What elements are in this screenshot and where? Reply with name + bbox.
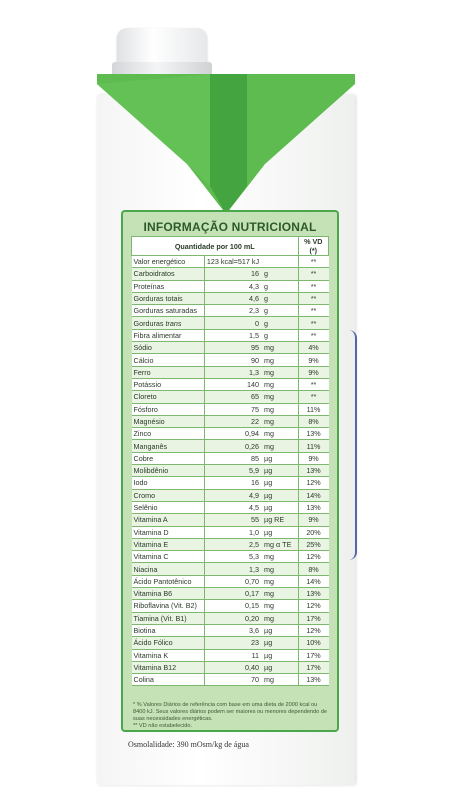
nutrient-dv: 11% [298, 403, 328, 415]
nutrient-dv: 17% [298, 612, 328, 624]
nutrient-dv: ** [298, 329, 328, 341]
nutrient-unit: µg [262, 649, 298, 661]
nutrient-name: Cálcio [132, 354, 205, 366]
nutrient-dv: 14% [298, 489, 328, 501]
table-row [132, 526, 329, 538]
nutrient-amount: 0,70 [204, 575, 262, 587]
nutrient-name: Gorduras saturadas [132, 305, 205, 317]
nutrient-amount: 5,3 [204, 551, 262, 563]
nutrient-amount: 90 [204, 354, 262, 366]
table-row [132, 563, 329, 575]
nutrient-amount: 75 [204, 403, 262, 415]
nutrient-unit: mg [262, 391, 298, 403]
nutrient-name: Valor energético [132, 256, 205, 268]
nutrient-amount: 4,9 [204, 489, 262, 501]
nutrient-name: Cromo [132, 489, 205, 501]
nutrient-name: Vitamina C [132, 551, 205, 563]
nutrient-name: Vitamina B6 [132, 588, 205, 600]
footnote-not-established: ** VD não estabelecido. [133, 723, 193, 729]
nutrient-amount: 1,3 [204, 563, 262, 575]
nutrient-amount: 0 [204, 317, 262, 329]
nutrient-name: Sódio [132, 342, 205, 354]
nutrient-amount: 1,3 [204, 366, 262, 378]
table-row [132, 637, 329, 649]
nutrient-amount: 0,15 [204, 600, 262, 612]
nutrient-dv: 8% [298, 415, 328, 427]
nutrient-amount: 0,17 [204, 588, 262, 600]
table-row [132, 588, 329, 600]
nutrient-name: Vitamina A [132, 514, 205, 526]
nutrient-unit: mg [262, 428, 298, 440]
nutrient-name: Cobre [132, 452, 205, 464]
nutrient-amount: 0,20 [204, 612, 262, 624]
nutrient-amount: 0,40 [204, 661, 262, 673]
nutrient-dv: 9% [298, 514, 328, 526]
nutrient-unit: mg [262, 600, 298, 612]
nutrition-title: INFORMAÇÃO NUTRICIONAL [143, 220, 317, 234]
table-row [132, 342, 329, 354]
table-row [132, 378, 329, 390]
nutrient-dv: 9% [298, 354, 328, 366]
table-row [132, 256, 329, 268]
table-row [132, 452, 329, 464]
footnote-dv: * % Valores Diários de referência com base em uma dieta de 2000 kcal ou 8400 kJ. Seus valores diários podem ser maiores ou menores dependendo de suas necessidades energéticas. [133, 702, 328, 722]
nutrient-amount: 16 [204, 268, 262, 280]
nutrient-name: Manganês [132, 440, 205, 452]
nutrient-unit: µg RE [262, 514, 298, 526]
nutrient-amount: 3,6 [204, 624, 262, 636]
table-row [132, 600, 329, 612]
nutrient-unit: mg [262, 403, 298, 415]
nutrient-name: Fósforo [132, 403, 205, 415]
nutrient-unit: µg [262, 526, 298, 538]
nutrient-unit [262, 256, 298, 268]
nutrient-amount: 16 [204, 477, 262, 489]
nutrient-unit: mg [262, 440, 298, 452]
nutrient-amount: 22 [204, 415, 262, 427]
nutrient-name: Carboidratos [132, 268, 205, 280]
nutrient-name: Zinco [132, 428, 205, 440]
nutrient-amount: 4,5 [204, 501, 262, 513]
nutrient-dv: 8% [298, 563, 328, 575]
nutrient-unit: mg [262, 354, 298, 366]
nutrient-unit: g [262, 280, 298, 292]
table-row [132, 415, 329, 427]
nutrient-dv: 9% [298, 366, 328, 378]
nutrient-amount: 0,26 [204, 440, 262, 452]
nutrient-unit: mg [262, 366, 298, 378]
nutrient-unit: µg [262, 637, 298, 649]
nutrient-name: Magnésio [132, 415, 205, 427]
nutrient-name: Vitamina B12 [132, 661, 205, 673]
nutrient-unit: g [262, 305, 298, 317]
nutrient-unit: g [262, 268, 298, 280]
nutrient-amount: 1,0 [204, 526, 262, 538]
nutrient-amount: 4,3 [204, 280, 262, 292]
nutrient-dv: ** [298, 378, 328, 390]
table-row [132, 674, 329, 686]
nutrient-dv: 25% [298, 538, 328, 550]
nutrient-unit: g [262, 292, 298, 304]
nutrient-name: Molibdênio [132, 465, 205, 477]
nutrient-name: Gorduras trans [132, 317, 205, 329]
nutrient-unit: mg [262, 551, 298, 563]
table-row [132, 428, 329, 440]
nutrient-unit: µg [262, 452, 298, 464]
nutrient-unit: µg [262, 465, 298, 477]
nutrient-dv: 17% [298, 661, 328, 673]
table-row [132, 366, 329, 378]
table-row [132, 477, 329, 489]
table-row [132, 538, 329, 550]
nutrient-dv: ** [298, 292, 328, 304]
blue-swoosh-decoration [349, 330, 357, 560]
nutrient-dv: ** [298, 305, 328, 317]
nutrient-amount: 0,94 [204, 428, 262, 440]
table-row [132, 391, 329, 403]
nutrient-dv: 20% [298, 526, 328, 538]
quantity-header: Quantidade por 100 mL [132, 237, 299, 256]
nutrient-name: Niacina [132, 563, 205, 575]
nutrient-dv: 11% [298, 440, 328, 452]
nutrient-dv: ** [298, 391, 328, 403]
nutrient-amount: 85 [204, 452, 262, 464]
nutrient-unit: mg [262, 612, 298, 624]
nutrient-name: Iodo [132, 477, 205, 489]
nutrient-amount: 4,6 [204, 292, 262, 304]
nutrient-amount: 65 [204, 391, 262, 403]
nutrient-unit: mg [262, 575, 298, 587]
nutrient-dv: 10% [298, 637, 328, 649]
table-row [132, 403, 329, 415]
nutrient-name: Vitamina E [132, 538, 205, 550]
nutrient-dv: 13% [298, 465, 328, 477]
table-row [132, 551, 329, 563]
table-row [132, 440, 329, 452]
nutrient-dv: ** [298, 256, 328, 268]
nutrient-amount: 140 [204, 378, 262, 390]
nutrient-amount: 123 kcal=517 kJ [204, 256, 262, 268]
dv-header: % VD (*) [298, 237, 328, 256]
nutrient-unit: µg [262, 477, 298, 489]
nutrient-unit: mg [262, 588, 298, 600]
green-gable-overlay [97, 74, 355, 214]
table-row [132, 514, 329, 526]
nutrient-dv: 13% [298, 674, 328, 686]
nutrient-dv: ** [298, 280, 328, 292]
nutrient-unit: mg [262, 342, 298, 354]
nutrient-name: Riboflavina (Vit. B2) [132, 600, 205, 612]
table-row [132, 649, 329, 661]
nutrient-dv: 13% [298, 588, 328, 600]
nutrient-amount: 55 [204, 514, 262, 526]
nutrient-name: Tiamina (Vit. B1) [132, 612, 205, 624]
nutrient-name: Potássio [132, 378, 205, 390]
nutrient-amount: 23 [204, 637, 262, 649]
nutrient-dv: 12% [298, 477, 328, 489]
nutrient-dv: 13% [298, 501, 328, 513]
nutrient-unit: µg [262, 624, 298, 636]
nutrition-panel [121, 210, 339, 732]
table-row [132, 268, 329, 280]
nutrient-name: Ferro [132, 366, 205, 378]
nutrient-amount: 1,5 [204, 329, 262, 341]
nutrient-name: Ácido Fólico [132, 637, 205, 649]
nutrient-name: Gorduras totais [132, 292, 205, 304]
table-row [132, 489, 329, 501]
nutrient-amount: 2,3 [204, 305, 262, 317]
nutrient-amount: 5,9 [204, 465, 262, 477]
nutrient-name: Fibra alimentar [132, 329, 205, 341]
nutrient-dv: 12% [298, 624, 328, 636]
nutrient-unit: g [262, 317, 298, 329]
nutrient-name: Vitamina D [132, 526, 205, 538]
nutrient-name: Colina [132, 674, 205, 686]
nutrient-dv: ** [298, 268, 328, 280]
nutrient-dv: 13% [298, 428, 328, 440]
nutrient-unit: mg [262, 563, 298, 575]
table-row [132, 280, 329, 292]
nutrient-name: Selênio [132, 501, 205, 513]
nutrient-amount: 11 [204, 649, 262, 661]
nutrient-unit: g [262, 329, 298, 341]
nutrient-dv: 12% [298, 600, 328, 612]
table-row [132, 329, 329, 341]
nutrient-name: Biotina [132, 624, 205, 636]
table-header-row [132, 237, 329, 256]
nutrient-unit: mg [262, 378, 298, 390]
table-row [132, 317, 329, 329]
table-row [132, 354, 329, 366]
nutrient-name: Cloreto [132, 391, 205, 403]
nutrient-unit: mg [262, 674, 298, 686]
nutrition-table [131, 236, 329, 686]
footnotes [133, 702, 329, 730]
nutrient-name: Proteínas [132, 280, 205, 292]
nutrient-unit: µg [262, 661, 298, 673]
nutrient-dv: 12% [298, 551, 328, 563]
nutrient-dv: 4% [298, 342, 328, 354]
nutrient-unit: mg α TE [262, 538, 298, 550]
table-row [132, 501, 329, 513]
nutrient-amount: 70 [204, 674, 262, 686]
nutrient-amount: 2,5 [204, 538, 262, 550]
table-row [132, 624, 329, 636]
nutrient-dv: 9% [298, 452, 328, 464]
table-row [132, 465, 329, 477]
nutrient-unit: µg [262, 489, 298, 501]
table-row [132, 612, 329, 624]
nutrient-name: Ácido Pantotênico [132, 575, 205, 587]
nutrient-name: Vitamina K [132, 649, 205, 661]
nutrient-unit: µg [262, 501, 298, 513]
table-row [132, 305, 329, 317]
nutrient-dv: ** [298, 317, 328, 329]
osmolality-note: Osmolalidade: 390 mOsm/kg de água [128, 740, 249, 749]
nutrient-unit: mg [262, 415, 298, 427]
table-row [132, 292, 329, 304]
nutrient-dv: 17% [298, 649, 328, 661]
nutrient-dv: 14% [298, 575, 328, 587]
table-row [132, 661, 329, 673]
table-row [132, 575, 329, 587]
nutrient-amount: 95 [204, 342, 262, 354]
